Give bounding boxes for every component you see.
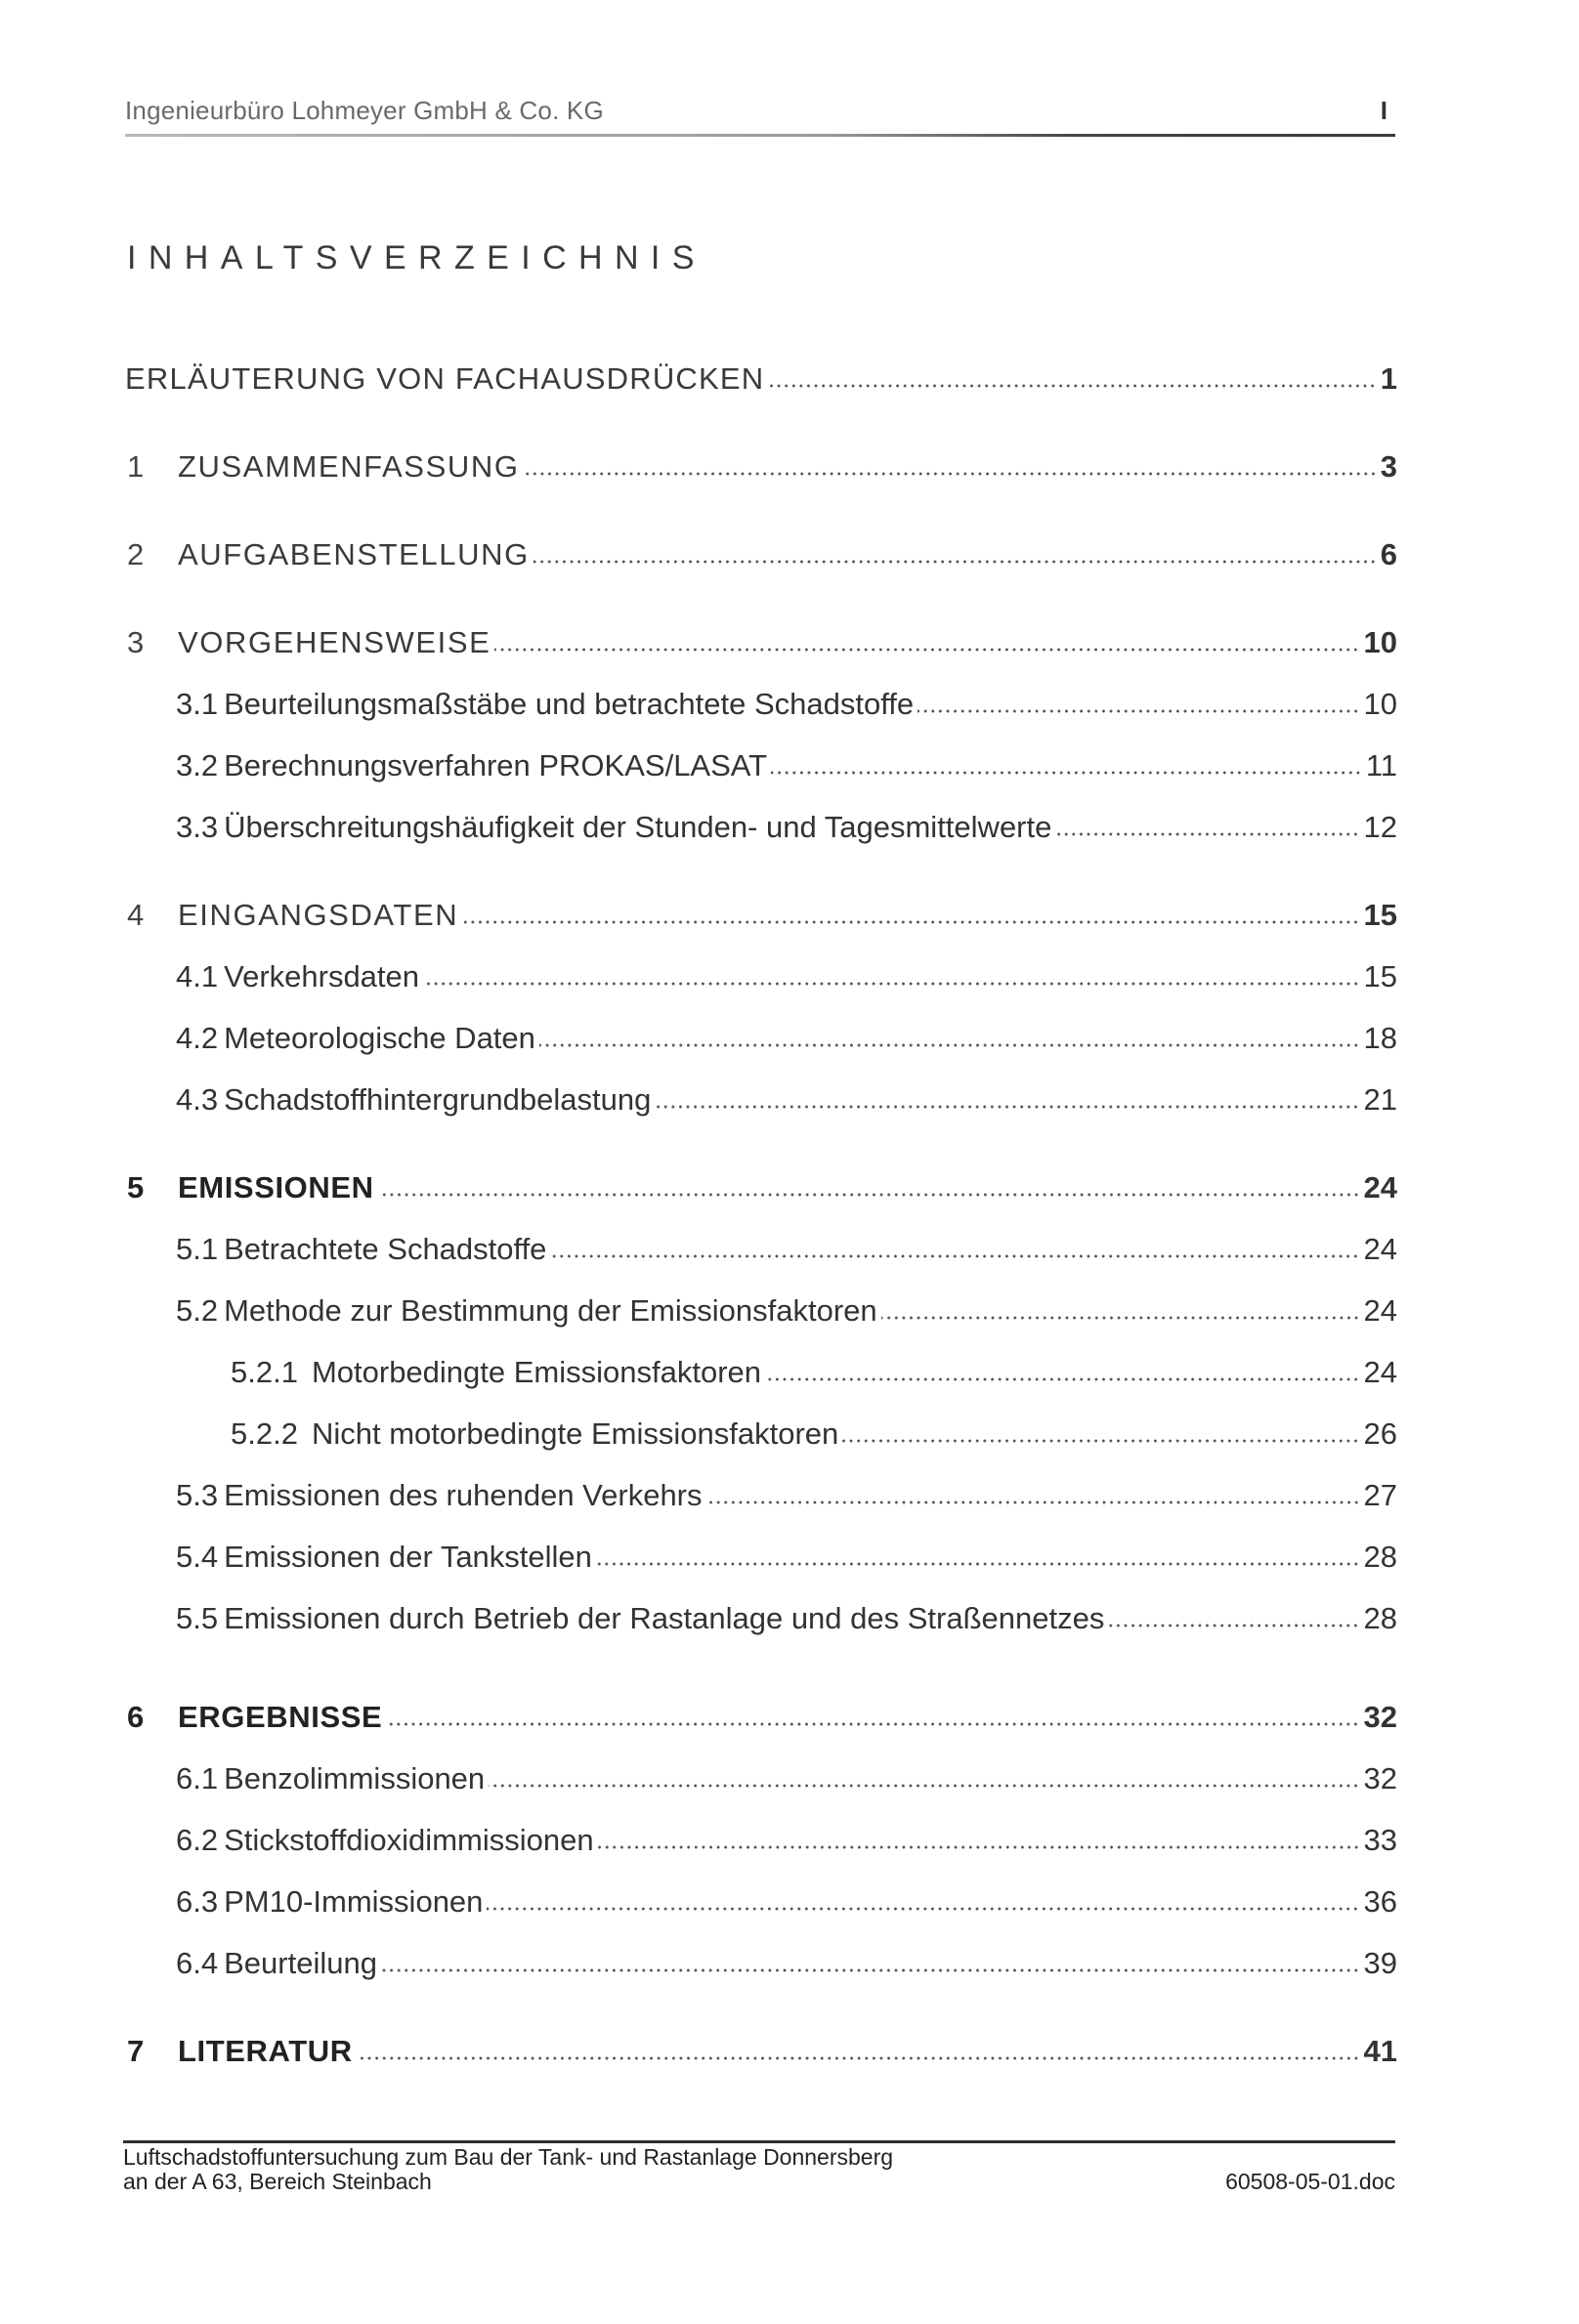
toc-entry-page-number: 1 bbox=[1380, 360, 1397, 396]
toc-entry-page-number: 11 bbox=[1365, 747, 1397, 782]
toc-entry[interactable] bbox=[125, 1007, 1397, 1069]
toc-entry-title: PM10-Immissionen bbox=[224, 1883, 484, 1919]
toc-entry-title: Überschreitungshäufigkeit der Stunden- und Tagesmittelwerte bbox=[224, 809, 1052, 844]
toc-entry-page-number: 12 bbox=[1363, 809, 1397, 844]
toc-entry-page-number: 21 bbox=[1363, 1081, 1397, 1117]
dot-leader bbox=[423, 982, 1359, 986]
toc-entry[interactable] bbox=[125, 436, 1397, 497]
toc-entry-title: ERLÄUTERUNG VON FACHAUSDRÜCKEN bbox=[125, 360, 765, 396]
page-footer bbox=[123, 2145, 1395, 2194]
toc-entry-title: ZUSAMMENFASSUNG bbox=[178, 448, 520, 484]
footer-document-title: Luftschadstoffuntersuchung zum Bau der Tank- und Rastanlage Donnersberg bbox=[123, 2144, 894, 2170]
dot-leader bbox=[771, 771, 1362, 775]
toc-entry-number: 2 bbox=[127, 536, 145, 571]
toc-entry-page-number: 24 bbox=[1363, 1169, 1397, 1204]
dot-leader bbox=[550, 1254, 1359, 1258]
toc-entry-page-number: 3 bbox=[1380, 448, 1397, 484]
toc-entry[interactable] bbox=[125, 1403, 1397, 1464]
toc-entry-number: 5.2 bbox=[176, 1292, 219, 1328]
toc-entry[interactable] bbox=[125, 735, 1397, 796]
toc-entry-number: 4.2 bbox=[176, 1020, 219, 1055]
toc-entry[interactable] bbox=[125, 1587, 1397, 1649]
toc-entry-page-number: 32 bbox=[1363, 1699, 1397, 1734]
toc-entry-number: 6.3 bbox=[176, 1883, 219, 1919]
toc-entry-title: Nicht motorbedingte Emissionsfaktoren bbox=[311, 1416, 839, 1451]
toc-entry[interactable] bbox=[125, 1280, 1397, 1341]
toc-entry-number: 3.3 bbox=[176, 809, 219, 844]
dot-leader bbox=[598, 1845, 1360, 1849]
header-company-name: Ingenieurbüro Lohmeyer GmbH & Co. KG bbox=[125, 96, 604, 125]
toc-entry[interactable] bbox=[125, 524, 1397, 585]
toc-entry-title: Meteorologische Daten bbox=[224, 1020, 535, 1055]
toc-entry-title: Berechnungsverfahren PROKAS/LASAT bbox=[224, 747, 768, 782]
footer-filename: 60508-05-01.doc bbox=[1225, 2169, 1395, 2194]
dot-leader bbox=[386, 1722, 1359, 1726]
toc-entry-number: 3.2 bbox=[176, 747, 219, 782]
toc-entry[interactable] bbox=[125, 2020, 1397, 2082]
toc-entry-title: Verkehrsdaten bbox=[224, 958, 420, 993]
toc-entry[interactable] bbox=[125, 884, 1397, 946]
toc-entry-page-number: 26 bbox=[1363, 1416, 1397, 1451]
toc-entry-title: Motorbedingte Emissionsfaktoren bbox=[311, 1354, 762, 1389]
header-divider bbox=[125, 134, 1395, 137]
toc-entry-page-number: 27 bbox=[1363, 1477, 1397, 1512]
toc-entry-number: 3.1 bbox=[176, 686, 219, 721]
toc-entry-page-number: 28 bbox=[1363, 1539, 1397, 1574]
page-title: INHALTSVERZEICHNIS bbox=[127, 239, 706, 276]
header-page-number: I bbox=[1380, 96, 1387, 125]
toc-entry-title: Stickstoffdioxidimmissionen bbox=[224, 1822, 594, 1857]
toc-entry-page-number: 36 bbox=[1363, 1883, 1397, 1919]
dot-leader bbox=[706, 1500, 1360, 1504]
toc-entry-page-number: 15 bbox=[1363, 958, 1397, 993]
page-header bbox=[125, 94, 1395, 127]
dot-leader bbox=[378, 1193, 1360, 1197]
toc-entry-title: Methode zur Bestimmung der Emissionsfaktoren bbox=[224, 1292, 877, 1328]
toc-entry-number: 3 bbox=[127, 624, 145, 659]
toc-entry-title: VORGEHENSWEISE bbox=[178, 624, 491, 659]
toc-entry-title: EINGANGSDATEN bbox=[178, 897, 459, 932]
toc-entry[interactable] bbox=[125, 1871, 1397, 1932]
toc-entry-number: 4.3 bbox=[176, 1081, 219, 1117]
toc-entry-title: Betrachtete Schadstoffe bbox=[224, 1231, 547, 1266]
toc-entry-number: 6.4 bbox=[176, 1945, 219, 1980]
dot-leader bbox=[489, 1784, 1359, 1788]
toc-entry[interactable] bbox=[125, 348, 1397, 409]
dot-leader bbox=[524, 472, 1377, 476]
dot-leader bbox=[842, 1439, 1359, 1443]
dot-leader bbox=[487, 1907, 1359, 1911]
dot-leader bbox=[768, 384, 1376, 388]
toc-entry-page-number: 10 bbox=[1363, 686, 1397, 721]
toc-entry-page-number: 24 bbox=[1363, 1292, 1397, 1328]
toc-entry-page-number: 24 bbox=[1363, 1231, 1397, 1266]
toc-entry-number: 5.5 bbox=[176, 1600, 219, 1635]
toc-entry-page-number: 28 bbox=[1363, 1600, 1397, 1635]
toc-entry-page-number: 41 bbox=[1363, 2033, 1397, 2068]
toc-entry-title: Benzolimmissionen bbox=[224, 1760, 486, 1796]
toc-entry[interactable] bbox=[125, 1157, 1397, 1218]
toc-entry[interactable] bbox=[125, 1341, 1397, 1403]
toc-entry-number: 7 bbox=[127, 2033, 145, 2068]
toc-entry-title: Beurteilungsmaßstäbe und betrachtete Schadstoffe bbox=[224, 686, 915, 721]
toc-entry-title: Emissionen der Tankstellen bbox=[224, 1539, 592, 1574]
toc-entry-title: ERGEBNISSE bbox=[178, 1699, 383, 1734]
toc-entry-title: Schadstoffhintergrundbelastung bbox=[224, 1081, 652, 1117]
dot-leader bbox=[462, 920, 1359, 924]
toc-entry-page-number: 6 bbox=[1380, 536, 1397, 571]
dot-leader bbox=[655, 1105, 1359, 1109]
toc-entry[interactable] bbox=[125, 1069, 1397, 1130]
toc-entry[interactable] bbox=[125, 673, 1397, 735]
dot-leader bbox=[533, 560, 1377, 564]
toc-entry-page-number: 10 bbox=[1363, 624, 1397, 659]
footer-divider bbox=[123, 2140, 1395, 2143]
toc-entry-number: 4.1 bbox=[176, 958, 219, 993]
toc-entry-number: 5.2.1 bbox=[231, 1354, 298, 1389]
toc-entry-number: 5.3 bbox=[176, 1477, 219, 1512]
toc-entry[interactable] bbox=[125, 1809, 1397, 1871]
dot-leader bbox=[1108, 1624, 1359, 1627]
dot-leader bbox=[765, 1377, 1359, 1381]
toc-entry[interactable] bbox=[125, 796, 1397, 858]
toc-entry-title: Emissionen des ruhenden Verkehrs bbox=[224, 1477, 703, 1512]
toc-entry[interactable] bbox=[125, 1748, 1397, 1809]
toc-entry-number: 6.2 bbox=[176, 1822, 219, 1857]
dot-leader bbox=[1055, 832, 1359, 836]
toc-entry[interactable] bbox=[125, 1218, 1397, 1280]
toc-entry-page-number: 33 bbox=[1363, 1822, 1397, 1857]
dot-leader bbox=[494, 648, 1359, 652]
toc-entry-number: 6.1 bbox=[176, 1760, 219, 1796]
toc-entry-page-number: 39 bbox=[1363, 1945, 1397, 1980]
toc-entry-title: Beurteilung bbox=[224, 1945, 377, 1980]
table-of-contents bbox=[125, 348, 1397, 2082]
toc-entry[interactable] bbox=[125, 1464, 1397, 1526]
toc-entry-number: 6 bbox=[127, 1699, 145, 1734]
toc-entry-title: EMISSIONEN bbox=[178, 1169, 374, 1204]
toc-entry-number: 5.2.2 bbox=[231, 1416, 298, 1451]
toc-entry[interactable] bbox=[125, 1526, 1397, 1587]
toc-entry-page-number: 18 bbox=[1363, 1020, 1397, 1055]
toc-entry-number: 4 bbox=[127, 897, 145, 932]
toc-entry-page-number: 32 bbox=[1363, 1760, 1397, 1796]
dot-leader bbox=[918, 709, 1359, 713]
dot-leader bbox=[881, 1316, 1360, 1320]
toc-entry-number: 1 bbox=[127, 448, 145, 484]
toc-entry-title: AUFGABENSTELLUNG bbox=[178, 536, 530, 571]
toc-entry-number: 5.4 bbox=[176, 1539, 219, 1574]
toc-entry-number: 5.1 bbox=[176, 1231, 219, 1266]
dot-leader bbox=[357, 2056, 1360, 2060]
dot-leader bbox=[539, 1043, 1360, 1047]
toc-entry-page-number: 15 bbox=[1363, 897, 1397, 932]
toc-entry[interactable] bbox=[125, 946, 1397, 1007]
dot-leader bbox=[596, 1562, 1360, 1566]
toc-entry-number: 5 bbox=[127, 1169, 145, 1204]
toc-entry[interactable] bbox=[125, 612, 1397, 673]
footer-document-subtitle: an der A 63, Bereich Steinbach bbox=[123, 2169, 432, 2194]
toc-entry[interactable] bbox=[125, 1686, 1397, 1748]
toc-entry-title: Emissionen durch Betrieb der Rastanlage und des Straßennetzes bbox=[224, 1600, 1105, 1635]
dot-leader bbox=[381, 1968, 1360, 1972]
toc-entry-title: LITERATUR bbox=[178, 2033, 353, 2068]
toc-entry[interactable] bbox=[125, 1932, 1397, 1994]
toc-entry-page-number: 24 bbox=[1363, 1354, 1397, 1389]
